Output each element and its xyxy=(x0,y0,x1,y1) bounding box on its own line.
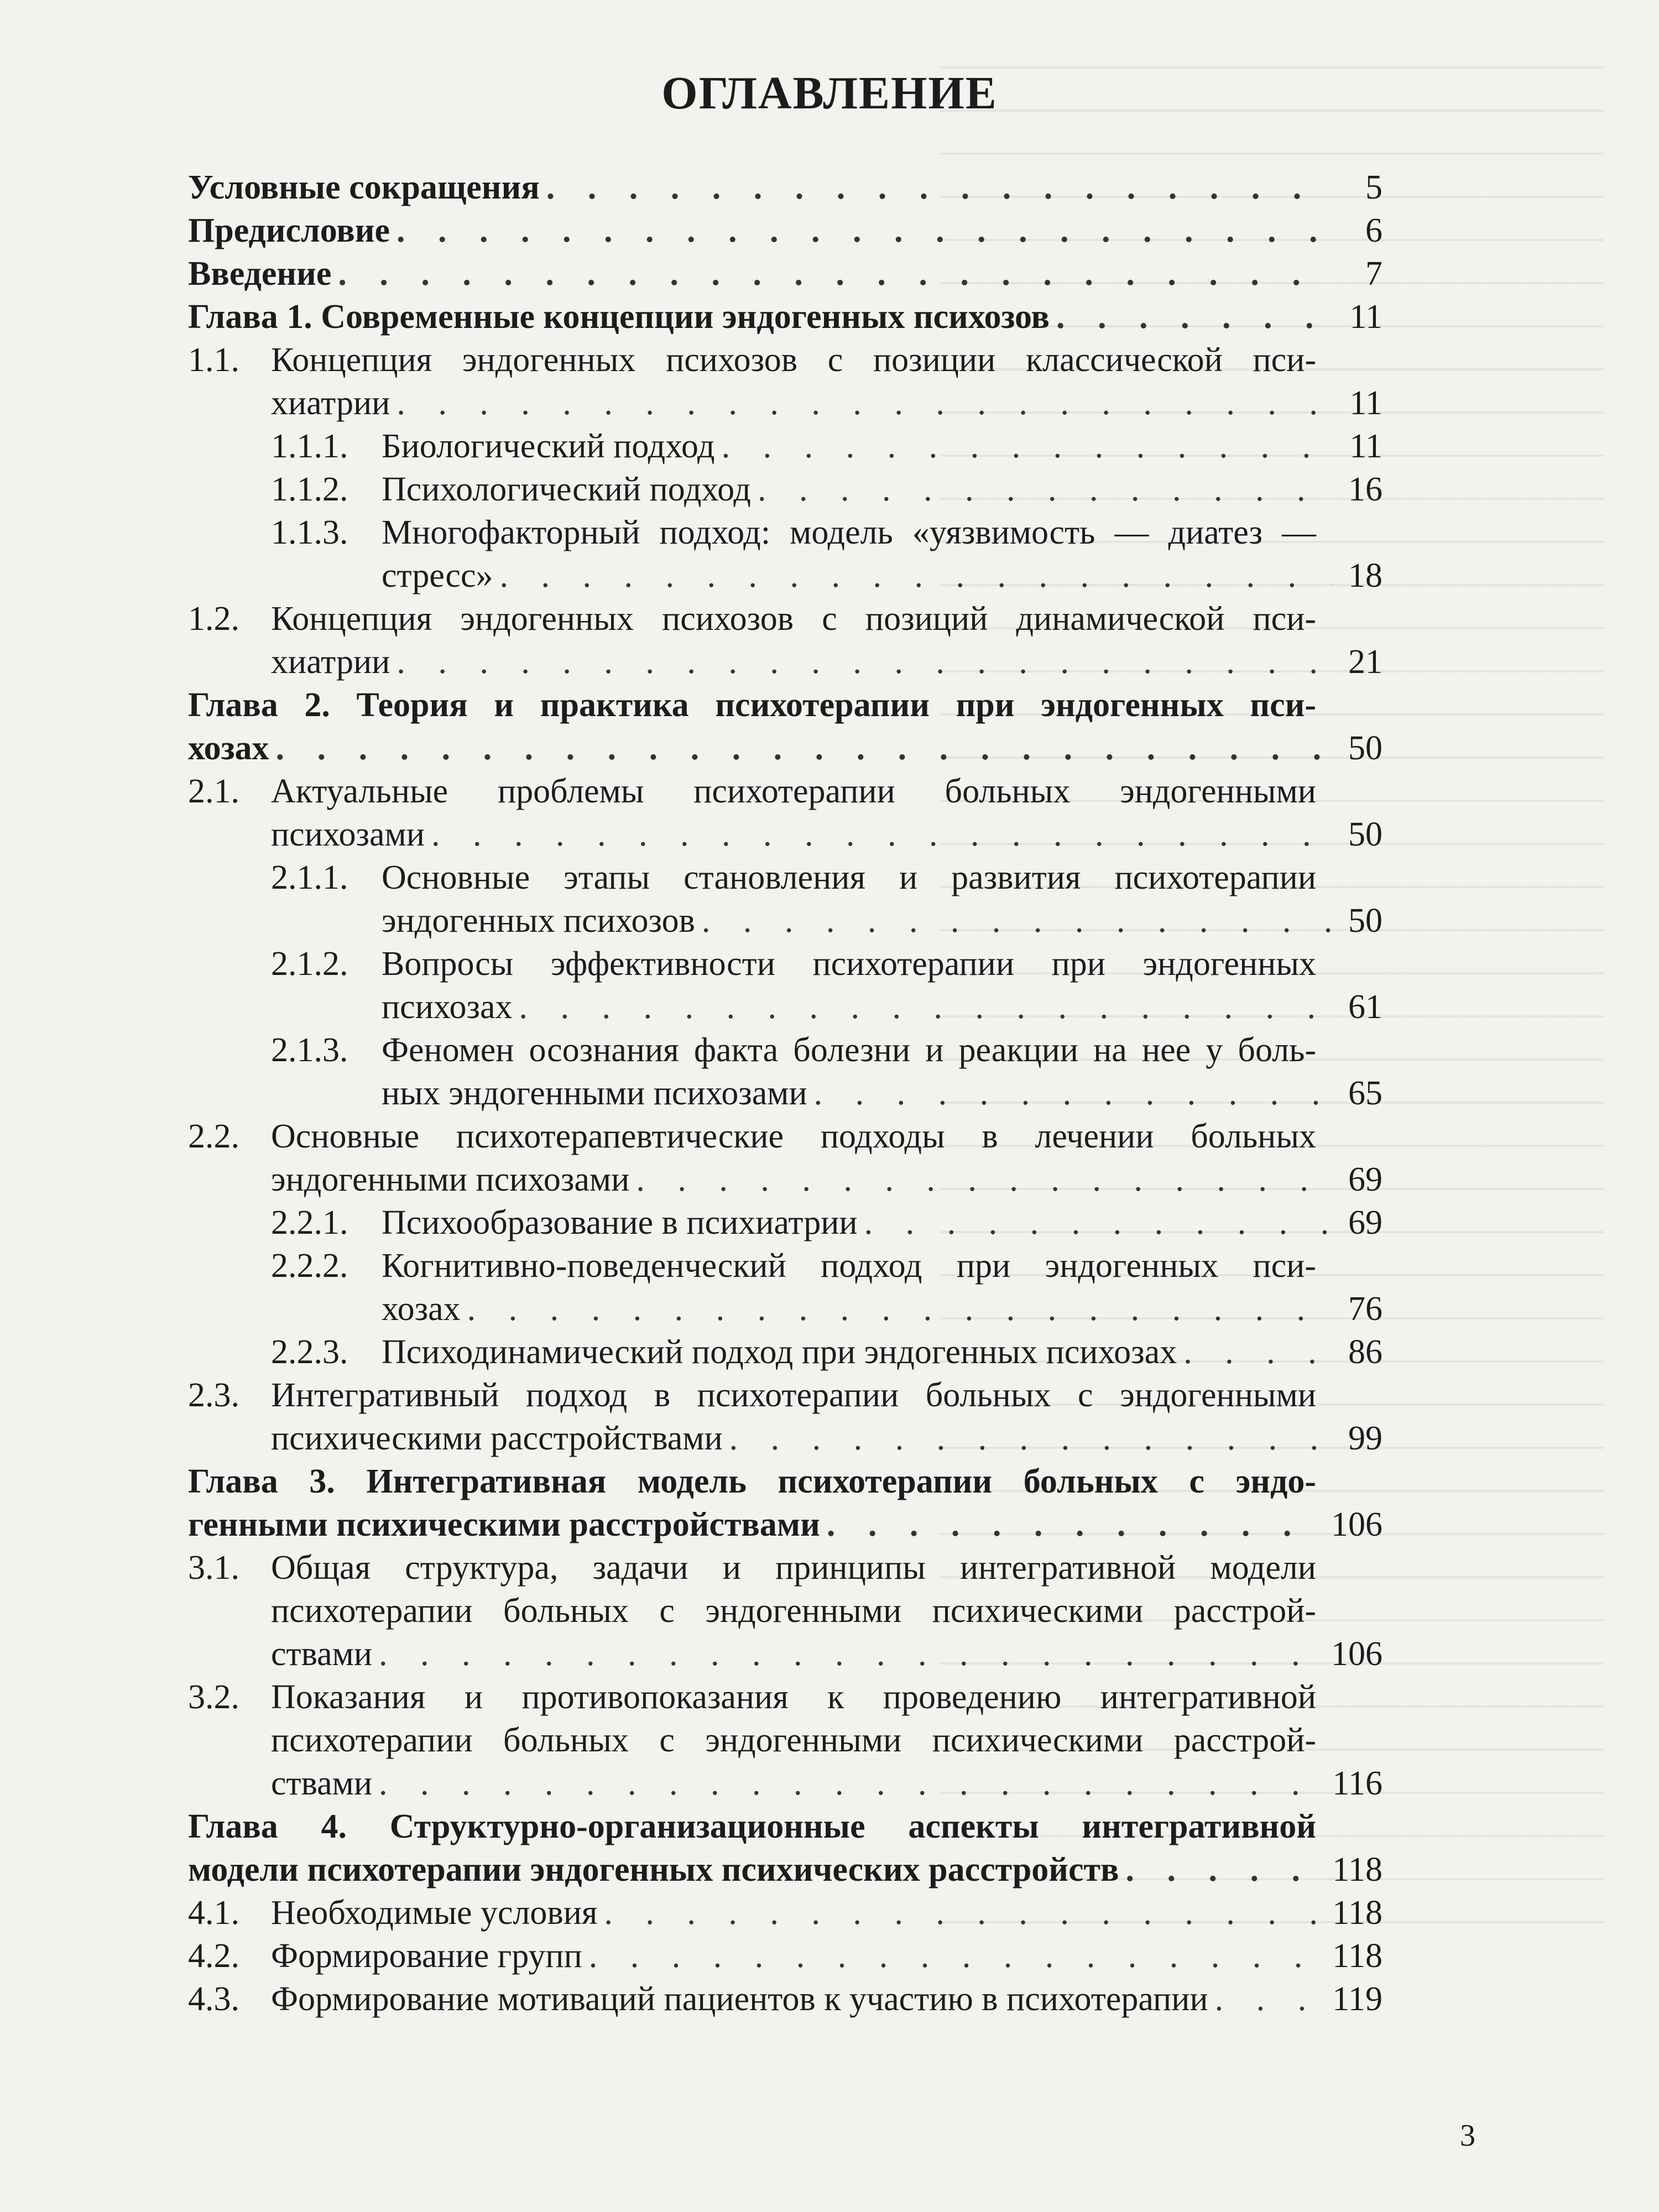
toc-section-entry xyxy=(188,597,1383,684)
toc-section-entry xyxy=(188,1244,1383,1331)
dot-leader xyxy=(729,1417,1332,1460)
toc-entry-text-line: Психологический подход xyxy=(382,471,751,508)
toc-section-entry xyxy=(188,856,1383,942)
toc-entry-page-number: 5 xyxy=(1365,169,1383,206)
toc-section-entry xyxy=(188,1374,1383,1460)
toc-entry-text-line: хиатрии xyxy=(271,384,390,422)
toc-entry-text-line: Актуальные проблемы психотерапии больных эндогенными xyxy=(271,773,1316,810)
dot-leader xyxy=(702,899,1332,942)
toc-entry-text-line: хиатрии xyxy=(271,643,390,681)
toc-entry-page-number: 116 xyxy=(1332,1765,1383,1802)
dot-leader xyxy=(519,985,1332,1029)
toc-entry-text-line: Глава 1. Современные концепции эндогенных психозов xyxy=(188,298,1050,336)
toc-entry-page-number: 11 xyxy=(1349,427,1383,465)
toc-entry-text-line: Формирование мотиваций пациентов к участию в психотерапии xyxy=(271,1980,1208,2018)
toc-entry-number: 1.1.3. xyxy=(271,514,348,551)
toc-entry-text-line: Глава 3. Интегративная модель психотерапии больных с эндо- xyxy=(188,1463,1316,1500)
toc-entry-number: 2.2. xyxy=(188,1118,239,1155)
toc-entry-text-line: Условные сокращения xyxy=(188,169,540,206)
dot-leader xyxy=(1215,1978,1326,2021)
toc-entry-text-line: Психообразование в психиатрии xyxy=(382,1204,858,1241)
toc-entry-text-line: психозах xyxy=(382,988,513,1026)
toc-entry-page-number: 118 xyxy=(1332,1937,1383,1975)
toc-entry-text-line: Феномен осознания факта болезни и реакции на нее у боль- xyxy=(382,1031,1316,1069)
toc-section-entry xyxy=(188,1891,1383,1934)
dot-leader xyxy=(636,1158,1332,1201)
page-number: 3 xyxy=(1460,2119,1475,2153)
toc-entry-text-line: Психодинамический подход при эндогенных психозах xyxy=(382,1333,1177,1371)
toc-entry-text-line: эндогенных психозов xyxy=(382,902,695,940)
toc-entry-number: 4.1. xyxy=(188,1894,239,1932)
toc-entry-text-line: эндогенными психозами xyxy=(271,1161,630,1198)
toc-entry-number: 4.2. xyxy=(188,1937,239,1975)
dot-leader xyxy=(546,166,1332,209)
toc-entry-page-number: 61 xyxy=(1348,988,1383,1026)
dot-leader xyxy=(397,209,1332,252)
toc-entry-text-line: психозами xyxy=(271,816,425,853)
toc-chapter-entry xyxy=(188,166,1383,209)
toc-entry-text-line: Основные этапы становления и развития психотерапии xyxy=(382,859,1316,896)
toc-entry-text-line: Введение xyxy=(188,255,332,293)
toc-entry-text-line: Необходимые условия xyxy=(271,1894,598,1932)
toc-entry-number: 2.1. xyxy=(188,773,239,810)
toc-entry-text-line: ствами xyxy=(271,1765,373,1802)
dot-leader xyxy=(1125,1848,1326,1891)
toc-chapter-entry xyxy=(188,1805,1383,1891)
toc-entry-page-number: 21 xyxy=(1348,643,1383,681)
dot-leader xyxy=(397,382,1332,425)
toc-entry-number: 2.1.2. xyxy=(271,945,348,983)
toc-entry-page-number: 16 xyxy=(1348,471,1383,508)
toc-entry-number: 4.3. xyxy=(188,1980,239,2018)
toc-entry-text-line: Концепция эндогенных психозов с позиции классической пси- xyxy=(271,341,1316,379)
toc-entry-page-number: 50 xyxy=(1348,902,1383,940)
toc-entry-page-number: 50 xyxy=(1348,729,1383,767)
toc-entry-number: 1.1.2. xyxy=(271,471,348,508)
toc-entry-text-line: психотерапии больных с эндогенными психическими расстрой- xyxy=(271,1592,1316,1630)
dot-leader xyxy=(1056,295,1332,338)
toc-chapter-entry xyxy=(188,209,1383,252)
dot-leader xyxy=(431,813,1332,856)
dot-leader xyxy=(499,554,1332,597)
toc-entry-number: 2.3. xyxy=(188,1376,239,1414)
toc-section-entry xyxy=(188,1676,1383,1805)
toc-entry-page-number: 18 xyxy=(1348,557,1383,594)
toc-entry-text-line: Формирование групп xyxy=(271,1937,582,1975)
toc-section-entry xyxy=(188,1201,1383,1244)
dot-leader xyxy=(722,425,1332,468)
toc-entry-page-number: 86 xyxy=(1348,1333,1383,1371)
toc-entry-number: 2.2.3. xyxy=(271,1333,348,1371)
toc-entry-page-number: 69 xyxy=(1348,1161,1383,1198)
dot-leader xyxy=(379,1632,1324,1676)
toc-entry-number: 1.1. xyxy=(188,341,239,379)
toc-section-entry xyxy=(188,1115,1383,1201)
toc-chapter-entry xyxy=(188,295,1383,338)
dot-leader xyxy=(379,1762,1326,1805)
dot-leader xyxy=(467,1287,1332,1331)
dot-leader xyxy=(276,727,1332,770)
toc-entry-text-line: Вопросы эффективности психотерапии при эндогенных xyxy=(382,945,1316,983)
toc-entry-text-line: Показания и противопоказания к проведению интегративной xyxy=(271,1678,1316,1716)
toc-chapter-entry xyxy=(188,684,1383,770)
toc-chapter-entry xyxy=(188,252,1383,295)
toc-entry-text-line: Концепция эндогенных психозов с позиций динамической пси- xyxy=(271,600,1316,638)
toc-entry-page-number: 106 xyxy=(1331,1635,1383,1673)
dot-leader xyxy=(1183,1331,1332,1374)
toc-entry-text-line: Глава 4. Структурно-организационные аспекты интегративной xyxy=(188,1808,1316,1845)
page-title: ОГЛАВЛЕНИЕ xyxy=(661,67,998,119)
toc-section-entry xyxy=(188,1331,1383,1374)
toc-entry-page-number: 69 xyxy=(1348,1204,1383,1241)
toc-entry-text-line: Общая структура, задачи и принципы интегративной модели xyxy=(271,1549,1316,1587)
toc-section-entry xyxy=(188,770,1383,856)
dot-leader xyxy=(589,1934,1326,1978)
toc-entry-page-number: 99 xyxy=(1348,1420,1383,1457)
toc-entry-number: 3.1. xyxy=(188,1549,239,1587)
toc-entry-text-line: Многофакторный подход: модель «уязвимость — диатез — xyxy=(382,514,1316,551)
toc-entry-text-line: генными психическими расстройствами xyxy=(188,1506,820,1543)
toc-entry-text-line: Когнитивно-поведенческий подход при эндогенных пси- xyxy=(382,1247,1316,1285)
toc-chapter-entry xyxy=(188,1460,1383,1546)
toc-entry-page-number: 50 xyxy=(1348,816,1383,853)
toc-entry-number: 2.1.3. xyxy=(271,1031,348,1069)
toc-entry-text-line: модели психотерапии эндогенных психических расстройств xyxy=(188,1851,1119,1888)
toc-entry-text-line: хозах xyxy=(188,729,269,767)
toc-entry-text-line: стресс» xyxy=(382,557,493,594)
toc-entry-text-line: Предисловие xyxy=(188,212,390,249)
dot-leader xyxy=(338,252,1332,295)
toc-entry-text-line: ных эндогенными психозами xyxy=(382,1074,807,1112)
toc-entry-page-number: 76 xyxy=(1348,1290,1383,1328)
toc-entry-number: 1.1.1. xyxy=(271,427,348,465)
toc-entry-page-number: 118 xyxy=(1332,1851,1383,1888)
toc-entry-number: 2.2.2. xyxy=(271,1247,348,1285)
toc-entry-text-line: Интегративный подход в психотерапии больных с эндогенными xyxy=(271,1376,1316,1414)
dot-leader xyxy=(758,468,1332,511)
toc-entry-page-number: 11 xyxy=(1349,384,1383,422)
toc-entry-page-number: 6 xyxy=(1365,212,1383,249)
toc-entry-text-line: Биологический подход xyxy=(382,427,715,465)
toc-entry-text-line: психическими расстройствами xyxy=(271,1420,723,1457)
toc-entry-page-number: 119 xyxy=(1332,1980,1383,2018)
toc-entry-number: 1.2. xyxy=(188,600,239,638)
toc-entry-page-number: 65 xyxy=(1348,1074,1383,1112)
toc-entry-page-number: 7 xyxy=(1365,255,1383,293)
toc-section-entry xyxy=(188,1934,1383,1978)
toc-entry-page-number: 106 xyxy=(1331,1506,1383,1543)
toc-entry-text-line: психотерапии больных с эндогенными психическими расстрой- xyxy=(271,1721,1316,1759)
toc-section-entry xyxy=(188,1029,1383,1115)
toc-entry-text-line: Основные психотерапевтические подходы в лечении больных xyxy=(271,1118,1316,1155)
toc-entry-number: 3.2. xyxy=(188,1678,239,1716)
dot-leader xyxy=(814,1072,1332,1115)
toc-section-entry xyxy=(188,1978,1383,2021)
toc-entry-text-line: хозах xyxy=(382,1290,461,1328)
dot-leader xyxy=(604,1891,1326,1934)
toc-entry-text-line: ствами xyxy=(271,1635,373,1673)
toc-section-entry xyxy=(188,511,1383,597)
toc-section-entry xyxy=(188,942,1383,1029)
toc-entry-text-line: Глава 2. Теория и практика психотерапии при эндогенных пси- xyxy=(188,686,1316,724)
dot-leader xyxy=(827,1503,1324,1546)
toc-section-entry xyxy=(188,338,1383,425)
toc-entry-number: 2.1.1. xyxy=(271,859,348,896)
toc-section-entry xyxy=(188,1546,1383,1676)
toc-entry-page-number: 11 xyxy=(1349,298,1383,336)
toc-entry-number: 2.2.1. xyxy=(271,1204,348,1241)
dot-leader xyxy=(864,1201,1332,1244)
toc-entry-page-number: 118 xyxy=(1332,1894,1383,1932)
toc-section-entry xyxy=(188,468,1383,511)
dot-leader xyxy=(397,640,1332,684)
toc-section-entry xyxy=(188,425,1383,468)
